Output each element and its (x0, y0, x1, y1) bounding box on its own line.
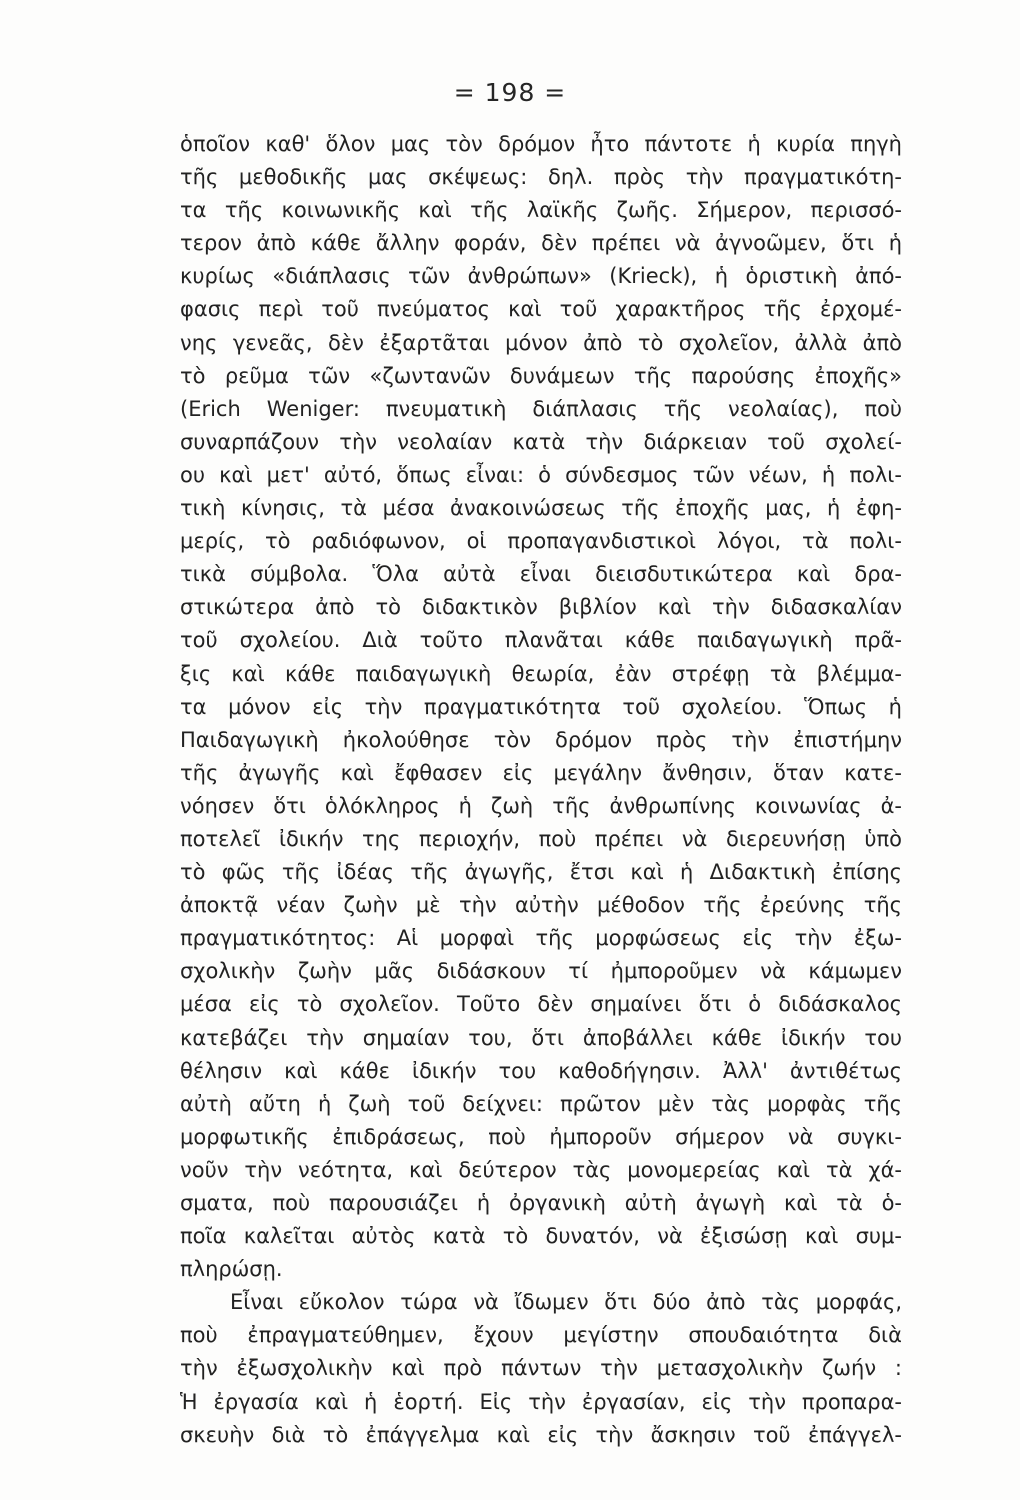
text-line: Παιδαγωγικὴ ἠκολούθησε τὸν δρόμον πρὸς τὴν ἐπιστήμην (180, 727, 902, 752)
text-line: κατεβάζει τὴν σημαίαν του, ὅτι ἀποβάλλει κάθε ἰδικήν του (180, 1025, 902, 1050)
text-line: τὴν ἐξωσχολικὴν καὶ πρὸ πάντων τὴν μετασχολικὴν ζωήν : (180, 1356, 902, 1381)
text-line: τα τῆς κοινωνικῆς καὶ τῆς λαϊκῆς ζωῆς. Σήμερον, περισσό- (180, 198, 902, 223)
text-line: τικὰ σύμβολα. Ὅλα αὐτὰ εἶναι διεισδυτικώτερα καὶ δρα- (180, 562, 902, 587)
text-line: τερον ἀπὸ κάθε ἄλλην φοράν, δὲν πρέπει νὰ ἀγνοῶμεν, ὅτι ἡ (180, 231, 902, 256)
text-line: ποῖα καλεῖται αὐτὸς κατὰ τὸ δυνατόν, νὰ ἐξισώσῃ καὶ συμ- (180, 1224, 902, 1249)
text-line: μορφωτικῆς ἐπιδράσεως, ποὺ ἠμποροῦν σήμερον νὰ συγκι- (180, 1124, 902, 1149)
text-line: τοῦ σχολείου. Διὰ τοῦτο πλανᾶται κάθε παιδαγωγικὴ πρᾶ- (180, 628, 902, 653)
text-line: νης γενεᾶς, δὲν ἐξαρτᾶται μόνον ἀπὸ τὸ σχολεῖον, ἀλλὰ ἀπὸ (180, 330, 902, 355)
text-line: τῆς μεθοδικῆς μας σκέψεως: δηλ. πρὸς τὴν πραγματικότη- (180, 165, 902, 190)
text-line: σχολικὴν ζωὴν μᾶς διδάσκουν τί ἠμποροῦμεν νὰ κάμωμεν (180, 959, 902, 984)
text-line: σματα, ποὺ παρουσιάζει ἡ ὀργανικὴ αὐτὴ ἀγωγὴ καὶ τὰ ὁ- (180, 1191, 902, 1215)
text-line: νόησεν ὅτι ὁλόκληρος ἡ ζωὴ τῆς ἀνθρωπίνης κοινωνίας ἀ- (180, 793, 902, 818)
text-line: Ἡ ἐργασία καὶ ἡ ἑορτή. Εἰς τὴν ἐργασίαν, εἰς τὴν προπαρα- (180, 1389, 902, 1414)
paragraph-2 (180, 1286, 902, 1451)
text-line: φασις περὶ τοῦ πνεύματος καὶ τοῦ χαρακτῆρος τῆς ἐρχομέ- (180, 297, 902, 322)
text-line: ὁποῖον καθ' ὅλον μας τὸν δρόμον ἦτο πάντοτε ἡ κυρία πηγὴ (180, 132, 902, 156)
text-line: στικώτερα ἀπὸ τὸ διδακτικὸν βιβλίον καὶ τὴν διδασκαλίαν (180, 595, 902, 620)
body-text (180, 128, 902, 1452)
text-line: πραγματικότητος: Αἱ μορφαὶ τῆς μορφώσεως εἰς τὴν ἐξω- (180, 926, 902, 951)
text-line: ἀποκτᾷ νέαν ζωὴν μὲ τὴν αὐτὴν μέθοδον τῆς ἐρεύνης τῆς (180, 893, 902, 918)
text-line: Εἶναι εὔκολον τώρα νὰ ἴδωμεν ὅτι δύο ἀπὸ τὰς μορφάς, (230, 1290, 902, 1315)
text-line: μερίς, τὸ ραδιόφωνον, οἱ προπαγανδιστικοὶ λόγοι, τὰ πολι- (180, 529, 902, 554)
text-line: τῆς ἀγωγῆς καὶ ἔφθασεν εἰς μεγάλην ἄνθησιν, ὅταν κατε- (180, 760, 902, 785)
text-line: αὐτὴ αὔτη ἡ ζωὴ τοῦ δείχνει: πρῶτον μὲν τὰς μορφὰς τῆς (180, 1091, 902, 1116)
text-line: τικὴ κίνησις, τὰ μέσα ἀνακοινώσεως τῆς ἐποχῆς μας, ἡ ἐφη- (180, 496, 902, 521)
text-line: πληρώσῃ. (180, 1257, 283, 1282)
text-line: συναρπάζουν τὴν νεολαίαν κατὰ τὴν διάρκειαν τοῦ σχολεί- (180, 429, 902, 454)
text-line: ου καὶ μετ' αὐτό, ὅπως εἶναι: ὁ σύνδεσμος τῶν νέων, ἡ πολι- (180, 462, 902, 487)
text-line: ποὺ ἐπραγματεύθημεν, ἔχουν μεγίστην σπουδαιότητα διὰ (180, 1323, 902, 1348)
text-line: ξις καὶ κάθε παιδαγωγικὴ θεωρία, ἐὰν στρέφῃ τὰ βλέμμα- (180, 661, 902, 686)
text-line: τα μόνον εἰς τὴν πραγματικότητα τοῦ σχολείου. Ὅπως ἡ (180, 694, 902, 719)
page-number: = 198 = (453, 78, 567, 107)
text-line: κυρίως «διάπλασις τῶν ἀνθρώπων» (Krieck), ἡ ὁριστικὴ ἀπό- (180, 264, 902, 289)
text-line: νοῦν τὴν νεότητα, καὶ δεύτερον τὰς μονομερείας καὶ τὰ χά- (180, 1157, 902, 1182)
text-line: ποτελεῖ ἰδικήν της περιοχήν, ποὺ πρέπει νὰ διερευνήσῃ ὑπὸ (180, 826, 902, 851)
text-line: τὸ φῶς τῆς ἰδέας τῆς ἀγωγῆς, ἔτσι καὶ ἡ Διδακτικὴ ἐπίσης (180, 860, 902, 885)
text-line: θέλησιν καὶ κάθε ἰδικήν του καθοδήγησιν. Ἀλλ' ἀντιθέτως (180, 1058, 902, 1083)
text-line: (Erich Weniger: πνευματικὴ διάπλασις τῆς νεολαίας), ποὺ (180, 396, 902, 421)
text-line: τὸ ρεῦμα τῶν «ζωντανῶν δυνάμεων τῆς παρούσης ἐποχῆς» (180, 363, 902, 388)
paragraph-1 (180, 128, 902, 1286)
text-line: μέσα εἰς τὸ σχολεῖον. Τοῦτο δὲν σημαίνει ὅτι ὁ διδάσκαλος (180, 992, 902, 1017)
text-line: σκευὴν διὰ τὸ ἐπάγγελμα καὶ εἰς τὴν ἄσκησιν τοῦ ἐπάγγελ- (180, 1422, 902, 1447)
